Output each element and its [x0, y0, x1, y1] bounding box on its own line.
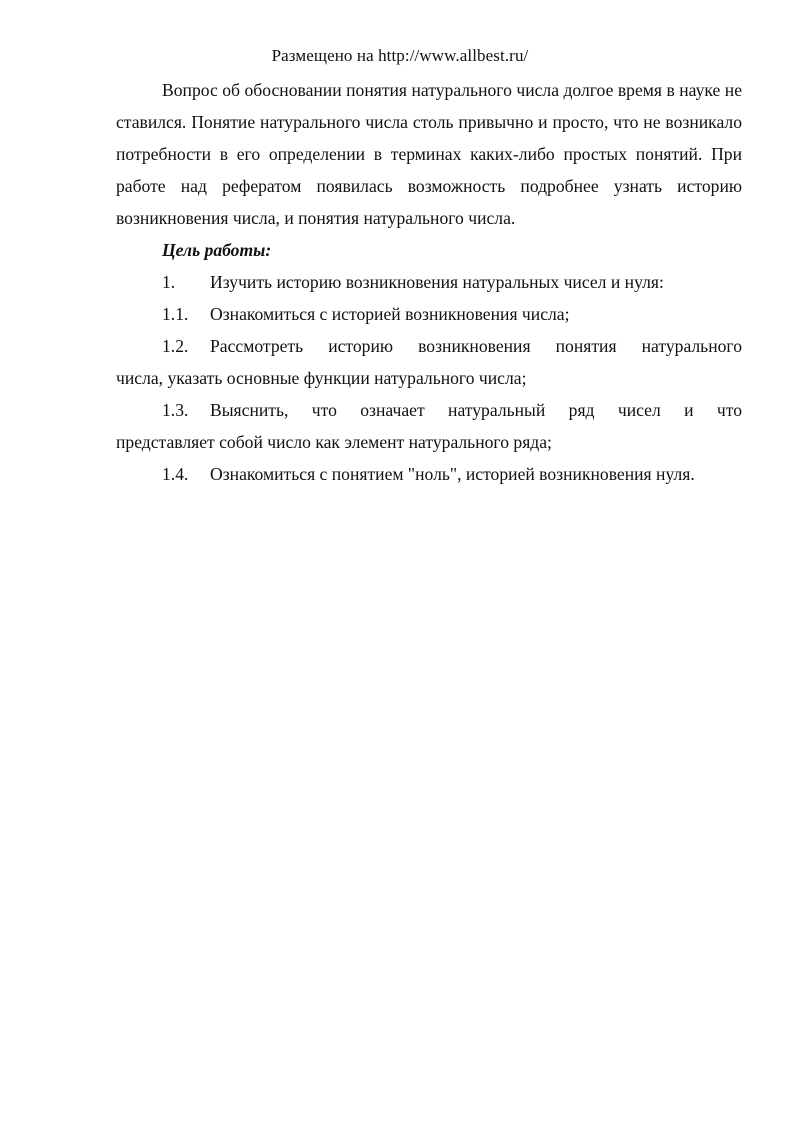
goal-title: Цель работы: — [162, 240, 272, 260]
page-header: Размещено на http://www.allbest.ru/ — [271, 46, 529, 65]
list-item-1-2 — [116, 330, 742, 394]
list-item-text-line2: числа, указать основные функции натурального числа; — [116, 368, 527, 388]
list-item-line — [116, 394, 742, 426]
list-item-number: 1.3. — [162, 400, 189, 420]
list-item-1-3 — [116, 394, 742, 458]
list-item-1-1 — [116, 298, 742, 330]
list-item-number: 1.4. — [162, 464, 189, 484]
list-item-text-line2: представляет собой число как элемент натурального ряда; — [116, 432, 552, 452]
list-item-text: Изучить историю возникновения натуральных чисел и нуля: — [210, 272, 664, 292]
list-item-text-line1: Выяснить, что означает натуральный ряд чисел и что — [210, 400, 742, 420]
list-item-number: 1.2. — [162, 336, 189, 356]
list-item-text: Ознакомиться с понятием "ноль", историей возникновения нуля. — [210, 464, 695, 484]
list-item-line — [116, 362, 742, 394]
page-content — [116, 74, 742, 490]
list-item-text: Ознакомиться с историей возникновения числа; — [210, 304, 570, 324]
list-item-number: 1.1. — [162, 304, 189, 324]
list-item-text-line1: Рассмотреть историю возникновения понятия натурального — [210, 336, 742, 356]
list-item-number: 1. — [162, 272, 176, 292]
list-item-line — [116, 426, 742, 458]
intro-paragraph: Вопрос об обосновании понятия натурального числа долгое время в науке не ставился. Понятие натурального числа столь привычно и просто, что не возникало потребности в его определении в терминах каких-либо простых понятий. При работе над рефератом появилась возможность подробнее узнать историю возникновения числа, и понятия натурального числа. — [116, 80, 742, 228]
list-item-line — [116, 330, 742, 362]
list-item-1-4 — [116, 458, 742, 490]
list-item-1 — [116, 266, 742, 298]
